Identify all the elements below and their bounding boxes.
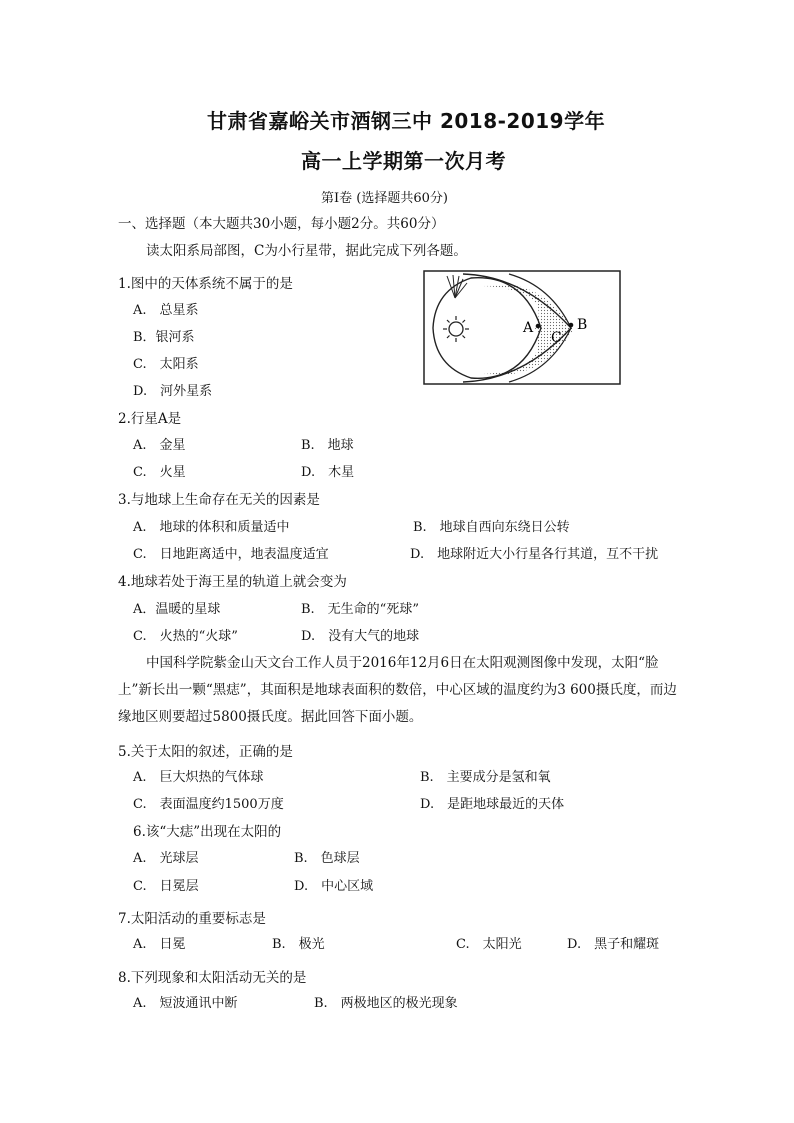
option: B. 极光 (272, 937, 325, 952)
question-stem: 4.地球若处于海王星的轨道上就会变为 (118, 574, 347, 590)
option: C. 太阳光 (456, 937, 522, 952)
volume-label: 第Ⅰ卷 (选择题共60分) (321, 191, 448, 206)
option: D. 黑子和耀斑 (567, 937, 660, 952)
option: B. 地球 (301, 438, 354, 453)
option: D. 河外星系 (133, 384, 213, 399)
label-a: A (523, 320, 534, 336)
question-stem: 2.行星A是 (118, 411, 182, 427)
option: A. 地球的体积和质量适中 (133, 520, 290, 535)
question-stem: 6.该“大痣”出现在太阳的 (133, 824, 282, 840)
reading-passage: 中国科学院紫金山天文台工作人员于2016年12月6日在太阳观测图像中发现，太阳“脸上”新长出一颗“黑痣”，其面积是地球表面积的数倍，中心区域的温度约为3 600摄氏度，而边缘地区则要超过5800摄氏度。据此回答下面小题。 (118, 655, 677, 725)
solar-system-diagram (423, 270, 621, 386)
question-stem: 3.与地球上生命存在无关的因素是 (118, 492, 320, 508)
option: B. 两极地区的极光现象 (314, 996, 458, 1011)
option: B. 主要成分是氢和氧 (420, 770, 551, 785)
option: A. 短波通讯中断 (133, 996, 238, 1011)
question-stem: 8.下列现象和太阳活动无关的是 (118, 970, 307, 986)
option: C. 火星 (133, 465, 186, 480)
option: C. 日冕层 (133, 879, 199, 894)
option: C. 太阳系 (133, 357, 199, 372)
option: D. 是距地球最近的天体 (420, 797, 565, 812)
intro-text: 读太阳系局部图，C为小行星带，据此完成下列各题。 (146, 243, 467, 259)
label-c: C (551, 330, 562, 346)
option: B. 色球层 (294, 851, 360, 866)
exam-title-line2: 高一上学期第一次月考 (301, 149, 506, 173)
label-b: B (577, 317, 588, 333)
question-stem: 7.太阳活动的重要标志是 (118, 911, 266, 927)
planet-a-dot (536, 324, 541, 329)
option: A. 巨大炽热的气体球 (133, 770, 264, 785)
option: D. 没有大气的地球 (301, 629, 420, 644)
part-heading: 一、选择题（本大题共30小题，每小题2分。共60分） (118, 216, 445, 232)
exam-title-line1: 甘肃省嘉峪关市酒钢三中 2018-2019学年 (207, 109, 606, 133)
option: A. 光球层 (133, 851, 199, 866)
option: C. 表面温度约1500万度 (133, 797, 284, 812)
planet-b-dot (569, 323, 574, 328)
option: C. 火热的“火球” (133, 629, 238, 644)
option: D. 木星 (301, 465, 355, 480)
option: A. 日冕 (133, 937, 186, 952)
option: A. 金星 (133, 438, 186, 453)
option: C. 日地距离适中，地表温度适宜 (133, 547, 329, 562)
option: B．银河系 (133, 330, 195, 345)
option: A．温暖的星球 (133, 602, 221, 617)
option: D. 中心区域 (294, 879, 374, 894)
option: A. 总星系 (133, 303, 199, 318)
question-stem: 5.关于太阳的叙述，正确的是 (118, 744, 293, 760)
question-stem: 1.图中的天体系统不属于的是 (118, 276, 293, 292)
option: B. 无生命的“死球” (301, 602, 419, 617)
option: D. 地球附近大小行星各行其道，互不干扰 (410, 547, 659, 562)
option: B. 地球自西向东绕日公转 (413, 520, 570, 535)
